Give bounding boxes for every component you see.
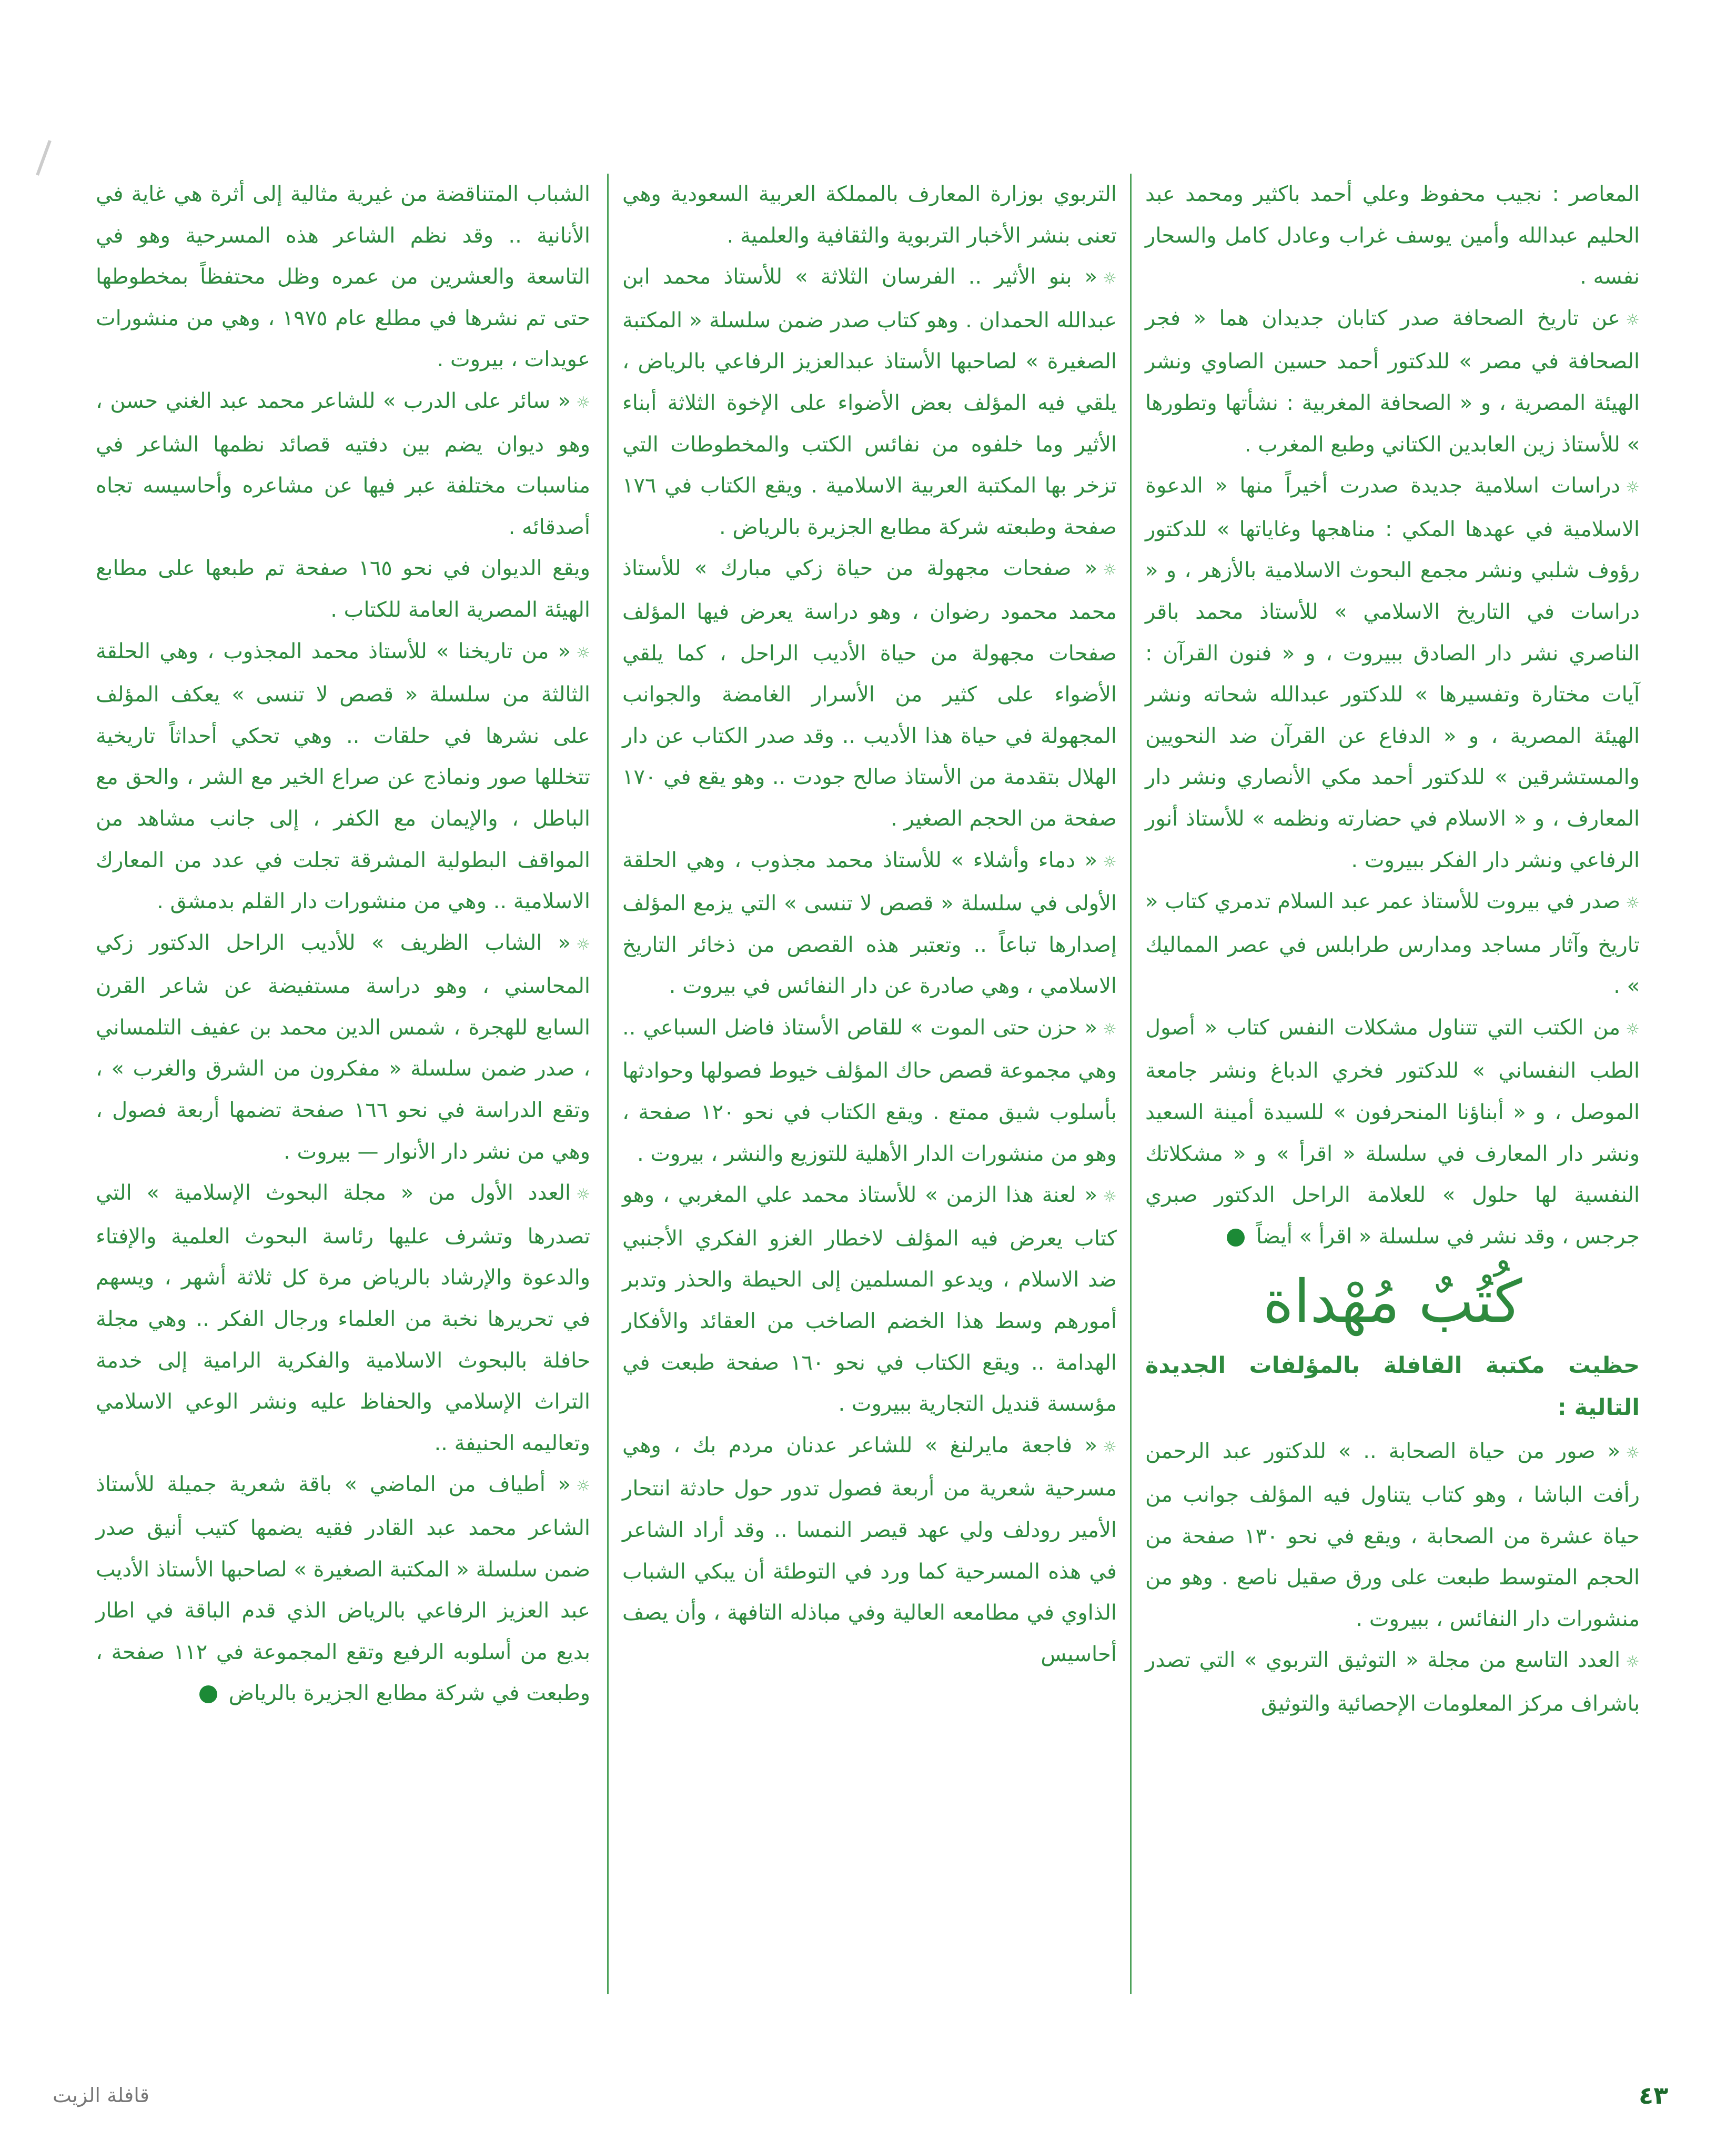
paragraph-text: الشباب المتناقضة من غيرية مثالية إلى أثرة هي غاية في الأنانية .. وقد نظم الشاعر هذه المسرحية وهو في التاسعة والعشرين من عمره وظل محتفظاً بمخطوطها حتى تم نشرها في مطلع عام ١٩٧٥ ، وهي من منشورات عويدات ، بيروت . <box>96 182 590 372</box>
paragraph-text: عن تاريخ الصحافة صدر كتابان جديدان هما « فجر الصحافة في مصر » للدكتور أحمد حسين الصاوي ونشر الهيئة المصرية ، و « الصحافة المغربية : نشأتها وتطورها » للأستاذ زين العابدين الكتاني وطبع المغرب . <box>1145 306 1640 457</box>
article-paragraph <box>622 548 1117 839</box>
column-left <box>96 174 590 1714</box>
article-paragraph <box>1145 174 1640 298</box>
article-paragraph <box>622 840 1117 1007</box>
paragraph-text: « الشاب الظريف » للأديب الراحل الدكتور زكي المحاسني ، وهو دراسة مستفيضة عن شاعر القرن السابع للهجرة ، شمس الدين محمد بن عفيف التلمساني ، صدر ضمن سلسلة « مفكرون من الشرق والغرب » ، وتقع الدراسة في نحو ١٦٦ صفحة تضمها أربعة فصول ، وهي من نشر دار الأنوار — بيروت . <box>96 930 590 1164</box>
paragraph-text: « صور من حياة الصحابة .. » للدكتور عبد الرحمن رأفت الباشا ، وهو كتاب يتناول فيه المؤلف جوانب من حياة عشرة من الصحابة ، ويقع في نحو ١٣٠ صفحة من الحجم المتوسط طبعت على ورق صقيل ناصع . وهو من منشورات دار النفائس ، ببيروت . <box>1145 1439 1640 1631</box>
bullet-marker-icon: ☼ <box>1626 894 1640 913</box>
article-paragraph <box>622 1007 1117 1174</box>
column-middle <box>622 174 1117 1675</box>
column-divider-right <box>1130 174 1132 1994</box>
article-paragraph <box>96 922 590 1173</box>
bullet-marker-icon: ☼ <box>576 1477 590 1496</box>
magazine-name: قافلة الزيت <box>53 2084 149 2107</box>
bullet-marker-icon: ☼ <box>1103 1020 1117 1039</box>
paragraph-text: « بنو الأثير .. الفرسان الثلاثة » للأستاذ محمد ابن عبدالله الحمدان . وهو كتاب صدر ضمن سلسلة « المكتبة الصغيرة » لصاحبها الأستاذ عبدالعزيز الرفاعي بالرياض ، يلقي فيه المؤلف بعض الأضواء على الإخوة الثلاثة أبناء الأثير وما خلفوه من نفائس الكتب والمخطوطات التي تزخر بها المكتبة العربية الاسلامية . ويقع الكتاب في ١٧٦ صفحة وطبعته شركة مطابع الجزيرة بالرياض . <box>622 265 1117 539</box>
bullet-marker-icon: ☼ <box>1626 1444 1640 1463</box>
article-paragraph <box>622 1425 1117 1675</box>
paragraph-text: المعاصر : نجيب محفوظ وعلي أحمد باكثير ومحمد عبد الحليم عبدالله وأمين يوسف غراب وعادل كامل والسحار نفسه . <box>1145 182 1640 289</box>
bullet-marker-icon: ☼ <box>1626 1653 1640 1672</box>
end-of-article-dot-icon <box>1227 1229 1245 1247</box>
paragraph-text: دراسات اسلامية جديدة صدرت أخيراً منها « الدعوة الاسلامية في عهدها المكي : مناهجها وغاياتها » للدكتور رؤوف شلبي ونشر مجمع البحوث الاسلامية بالأزهر ، و « دراسات في التاريخ الاسلامي » للأستاذ محمد باقر الناصري نشر دار الصادق ببيروت ، و « فنون القرآن : آيات مختارة وتفسيرها » للدكتور عبدالله شحاته ونشر الهيئة المصرية ، و « الدفاع عن القرآن ضد النحويين والمستشرقين » للدكتور أحمد مكي الأنصاري ونشر دار المعارف ، و « الاسلام في حضارته ونظمه » للأستاذ أنور الرفاعي ونشر دار الفكر ببيروت . <box>1145 474 1640 872</box>
bullet-marker-icon: ☼ <box>1626 1020 1640 1039</box>
article-paragraph <box>96 631 590 922</box>
paragraph-text: العدد التاسع من مجلة « التوثيق التربوي » التي تصدر باشراف مركز المعلومات الإحصائية والتوثيق <box>1145 1648 1640 1716</box>
paragraph-text: « صفحات مجهولة من حياة زكي مبارك » للأستاذ محمد محمود رضوان ، وهو دراسة يعرض فيها المؤلف صفحات مجهولة من حياة الأديب الراحل ، كما يلقي الأضواء على كثير من الأسرار الغامضة والجوانب المجهولة في حياة هذا الأديب .. وقد صدر الكتاب عن دار الهلال بتقدمة من الأستاذ صالح جودت .. وهو يقع في ١٧٠ صفحة من الحجم الصغير . <box>622 556 1117 831</box>
column-divider-left <box>607 174 609 1994</box>
bullet-marker-icon: ☼ <box>1626 310 1640 329</box>
article-paragraph <box>96 1172 590 1464</box>
margin-scratch <box>36 140 52 176</box>
paragraph-text: « فاجعة مايرلنغ » للشاعر عدنان مردم بك ، وهي مسرحية شعرية من أربعة فصول تدور حول حادثة انتحار الأمير رودلف ولي عهد قيصر النمسا .. وقد أراد الشاعر في هذه المسرحية كما ورد في التوطئة أن يبكي الشباب الذاوي في مطامعه العالية وفي مباذله التافهة ، وأن يصف أحاسيس <box>622 1433 1117 1666</box>
paragraph-text: « سائر على الدرب » للشاعر محمد عبد الغني حسن ، وهو ديوان يضم بين دفتيه قصائد نظمها الشاعر في مناسبات مختلفة عبر فيها عن مشاعره وأحاسيسه تجاه أصدقائه . <box>96 388 590 539</box>
article-paragraph <box>96 548 590 630</box>
paragraph-text: ويقع الديوان في نحو ١٦٥ صفحة تم طبعها على مطابع الهيئة المصرية العامة للكتاب . <box>96 556 590 622</box>
paragraph-text: « حزن حتى الموت » للقاص الأستاذ فاضل السباعي .. وهي مجموعة قصص حاك المؤلف خيوط فصولها وحوادثها بأسلوب شيق ممتع . ويقع الكتاب في نحو ١٢٠ صفحة ، وهو من منشورات الدار الأهلية للتوزيع والنشر ، بيروت . <box>622 1015 1117 1166</box>
paragraph-text: « دماء وأشلاء » للأستاذ محمد مجذوب ، وهي الحلقة الأولى في سلسلة « قصص لا تنسى » التي يزمع المؤلف إصدارها تباعاً .. وتعتبر هذه القصص من ذخائر التاريخ الاسلامي ، وهي صادرة عن دار النفائس في بيروت . <box>622 848 1117 999</box>
section-lead: حظيت مكتبة القافلة بالمؤلفات الجديدة التالية : <box>1145 1352 1640 1421</box>
bullet-marker-icon: ☼ <box>1626 478 1640 497</box>
paragraph-text: صدر في بيروت للأستاذ عمر عبد السلام تدمري كتاب « تاريخ وآثار مساجد ومدارس طرابلس في عصر المماليك » . <box>1145 889 1640 999</box>
bullet-marker-icon: ☼ <box>576 935 590 954</box>
paragraph-text: « من تاريخنا » للأستاذ محمد المجذوب ، وهي الحلقة الثالثة من سلسلة « قصص لا تنسى » يعكف المؤلف على نشرها في حلقات .. وهي تحكي أحداثاً تاريخية تتخللها صور ونماذج عن صراع الخير مع الشر ، والحق مع الباطل ، والإيمان مع الكفر ، إلى جانب مشاهد من المواقف البطولية المشرقة تجلت في عدد من المعارك الاسلامية .. وهي من منشورات دار القلم بدمشق . <box>96 639 590 914</box>
article-paragraph <box>1145 1431 1640 1640</box>
paragraph-text: « لعنة هذا الزمن » للأستاذ محمد علي المغربي ، وهو كتاب يعرض فيه المؤلف لاخطار الغزو الفكري الأجنبي ضد الاسلام ، ويدعو المسلمين إلى الحيطة والحذر وتدبر أمورهم وسط هذا الخضم الصاخب من العقائد والأفكار الهدامة .. ويقع الكتاب في نحو ١٦٠ صفحة طبعت في مؤسسة قنديل التجارية ببيروت . <box>622 1183 1117 1416</box>
article-paragraph <box>96 174 590 380</box>
paragraph-text: من الكتب التي تتناول مشكلات النفس كتاب « أصول الطب النفساني » للدكتور فخري الدباغ ونشر جامعة الموصل ، و « أبناؤنا المنحرفون » للسيدة أمينة السعيد ونشر دار المعارف في سلسلة « اقرأ » و « مشكلاتك النفسية لها حلول » للعلامة الراحل الدكتور صبري جرجس ، وقد نشر في سلسلة « اقرأ » أيضاً <box>1145 1015 1640 1249</box>
section-title: كُتُبٌ مُهْداة <box>1263 1268 1522 1337</box>
bullet-marker-icon: ☼ <box>1103 269 1117 288</box>
article-paragraph <box>96 1464 590 1714</box>
bullet-marker-icon: ☼ <box>1103 852 1117 871</box>
bullet-marker-icon: ☼ <box>1103 1438 1117 1456</box>
paragraph-text: العدد الأول من « مجلة البحوث الإسلامية » التي تصدرها وتشرف عليها رئاسة البحوث العلمية والإفتاء والدعوة والإرشاد بالرياض مرة كل ثلاثة أشهر ، ويسهم في تحريرها نخبة من العلماء ورجال الفكر .. وهي مجلة حافلة بالبحوث الاسلامية والفكرية الرامية إلى خدمة التراث الإسلامي والحفاظ عليه ونشر الوعي الاسلامي وتعاليمه الحنيفة .. <box>96 1181 590 1455</box>
paragraph-text: « أطياف من الماضي » باقة شعرية جميلة للأستاذ الشاعر محمد عبد القادر فقيه يضمها كتيب أنيق صدر ضمن سلسلة « المكتبة الصغيرة » لصاحبها الأستاذ الأديب عبد العزيز الرفاعي بالرياض الذي قدم الباقة في اطار بديع من أسلوبه الرفيع وتقع المجموعة في ١١٢ صفحة ، وطبعت في شركة مطابع الجزيرة بالرياض <box>96 1472 590 1706</box>
article-paragraph <box>1145 1007 1640 1258</box>
article-paragraph <box>622 174 1117 256</box>
article-paragraph <box>1145 298 1640 465</box>
paragraph-text: التربوي بوزارة المعارف بالمملكة العربية السعودية وهي تعنى بنشر الأخبار التربوية والثقافية والعلمية . <box>622 182 1117 248</box>
bullet-marker-icon: ☼ <box>1103 1188 1117 1207</box>
bullet-marker-icon: ☼ <box>576 644 590 662</box>
bullet-marker-icon: ☼ <box>576 1185 590 1204</box>
bullet-marker-icon: ☼ <box>1103 561 1117 580</box>
article-paragraph <box>1145 1640 1640 1724</box>
page-number: ٤٣ <box>1639 2081 1669 2109</box>
article-paragraph <box>1145 881 1640 1007</box>
column-right <box>1145 174 1640 1725</box>
article-paragraph <box>622 1174 1117 1425</box>
end-of-article-dot-icon <box>199 1685 217 1703</box>
article-paragraph <box>96 380 590 548</box>
article-paragraph <box>1145 465 1640 881</box>
article-paragraph <box>622 256 1117 548</box>
bullet-marker-icon: ☼ <box>576 393 590 412</box>
